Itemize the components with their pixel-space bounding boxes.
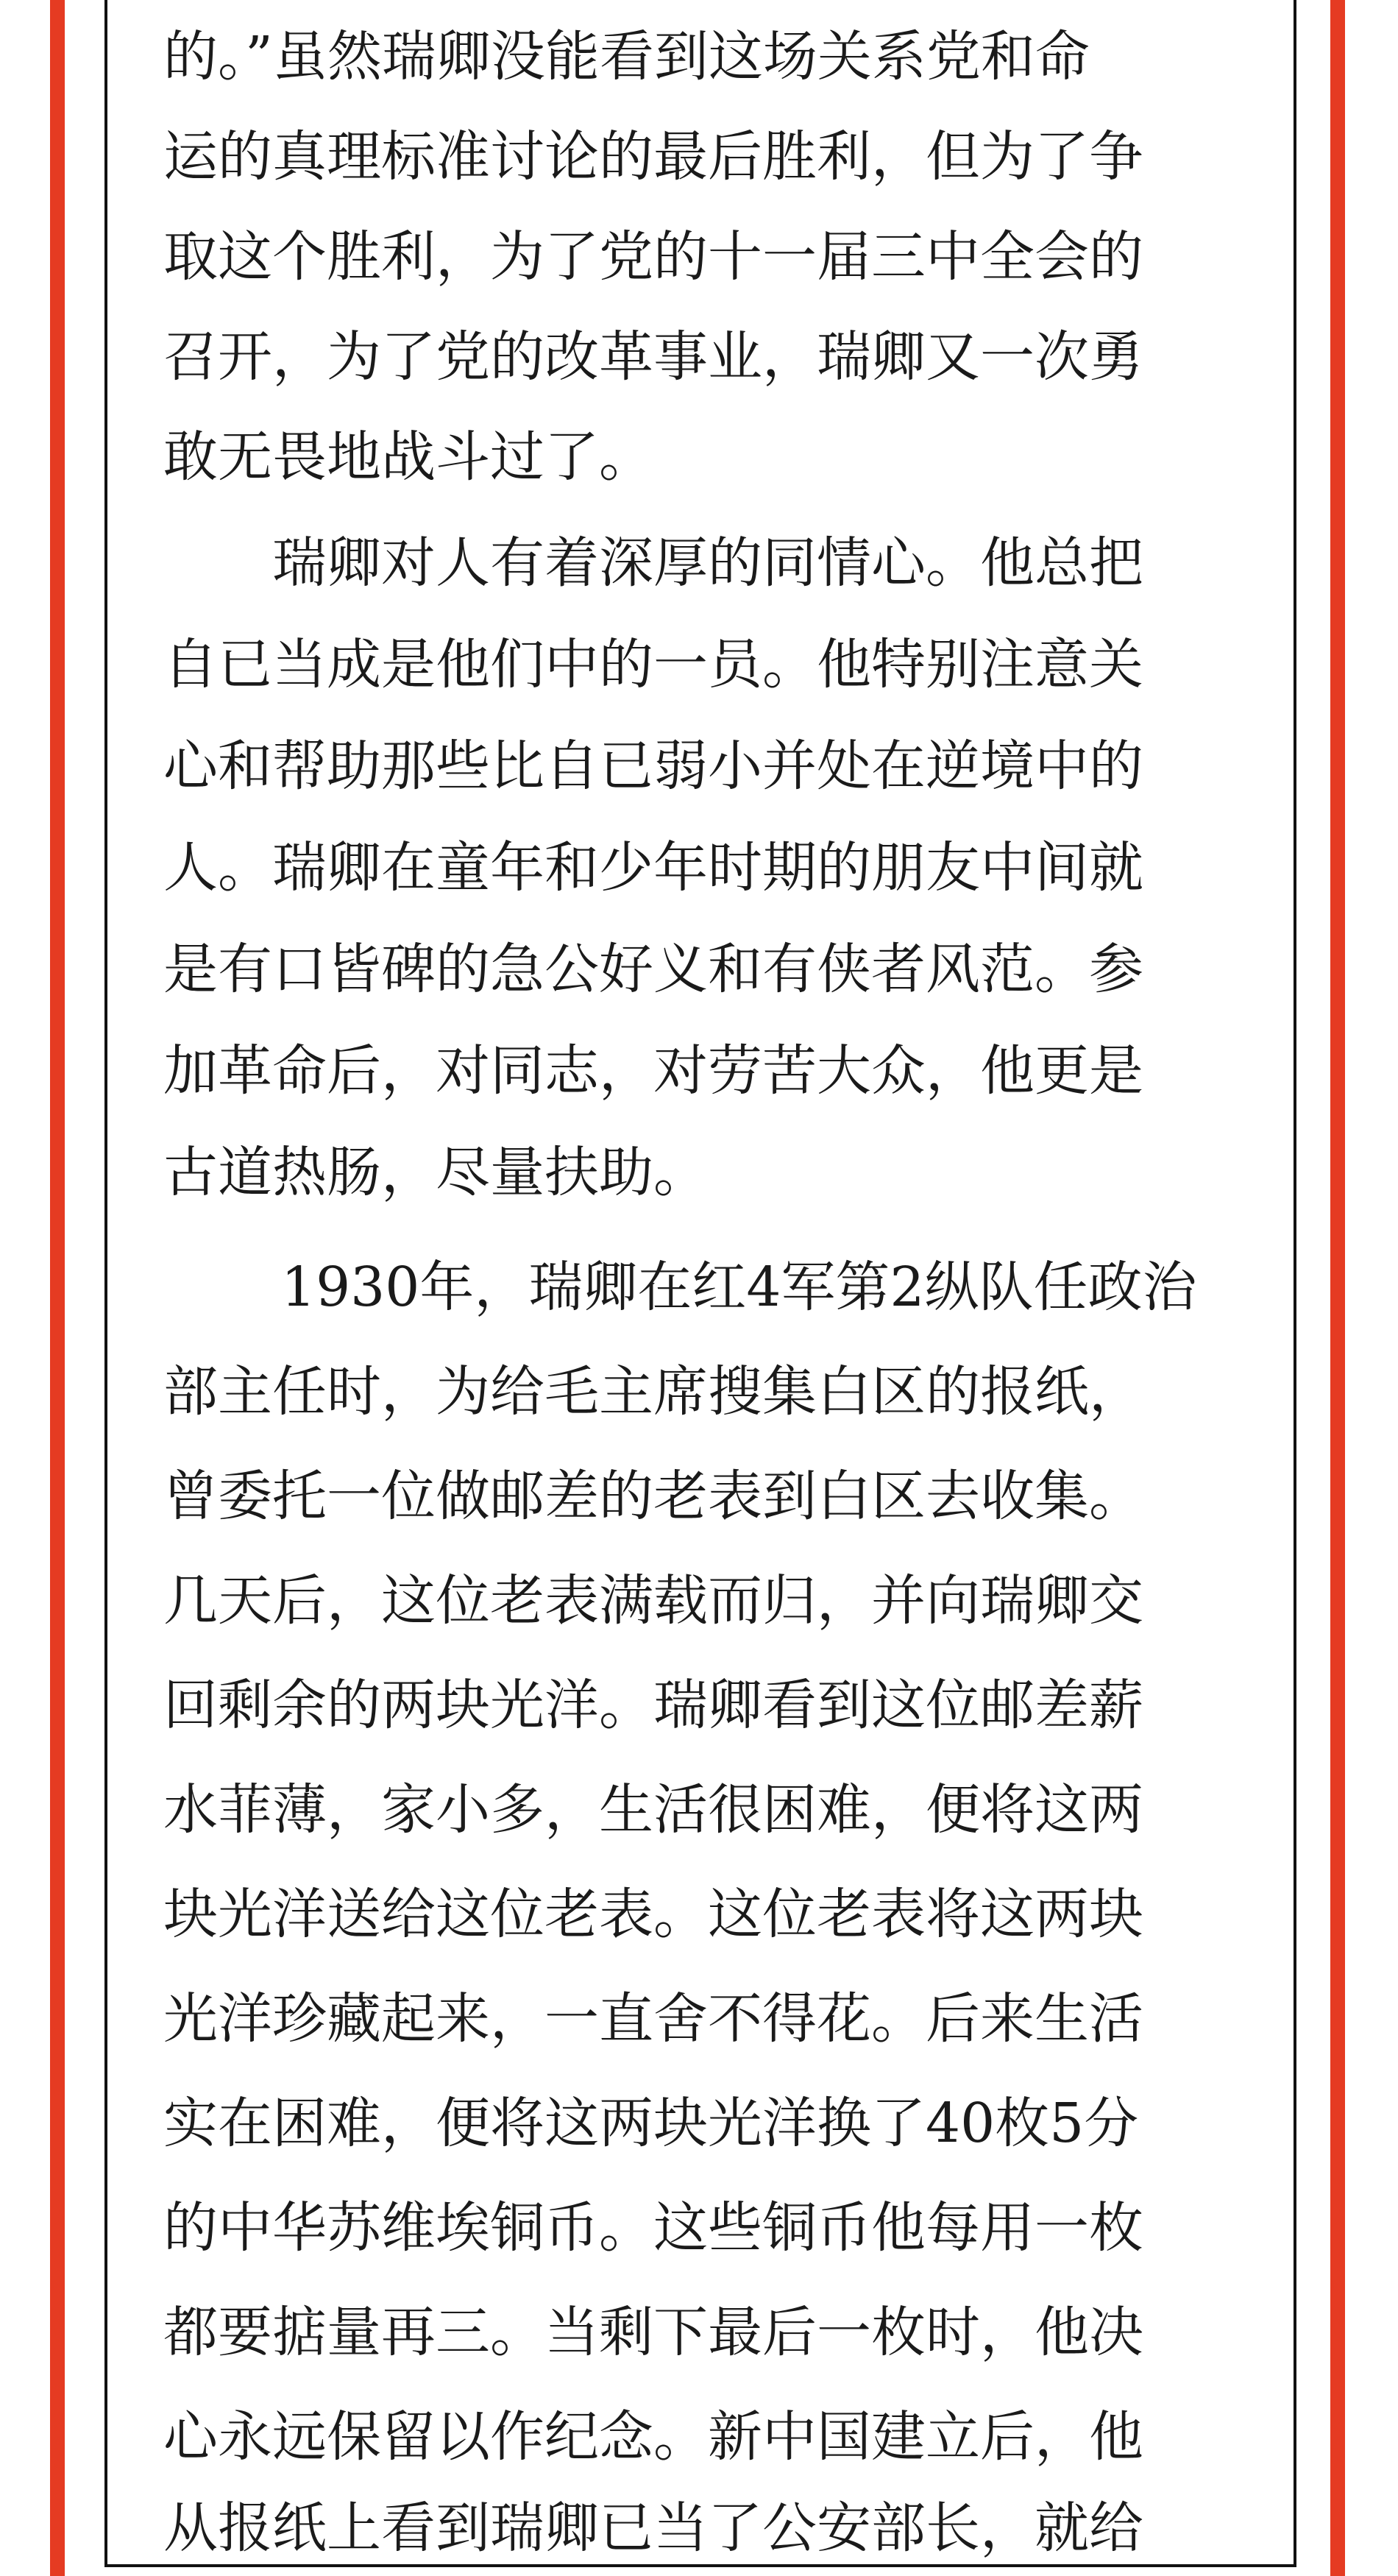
left-red-border [50,0,65,2576]
text-line: 自已当成是他们中的一员。他特别注意关 [163,633,1143,696]
text-line: 心永远保留以作纪念。新中国建立后，他 [163,2405,1143,2469]
text-line: 的。”虽然瑞卿没能看到这场关系党和命 [163,25,1090,88]
text-line: 曾委托一位做邮差的老表到白区去收集。 [163,1465,1143,1528]
text-line: 从报纸上看到瑞卿已当了公安部长，就给 [163,2497,1143,2560]
text-line: 都要掂量再三。当剩下最后一枚时，他决 [163,2301,1143,2364]
text-line: 召开，为了党的改革事业，瑞卿又一次勇 [163,325,1143,389]
text-line: 1930年，瑞卿在红4军第2纵队任政治 [281,1256,1197,1319]
text-line: 水菲薄，家小多，生活很困难，便将这两 [163,1778,1143,1841]
text-line: 敢无畏地战斗过了。 [163,425,653,489]
text-line: 部主任时，为给毛主席搜集白区的报纸， [163,1360,1143,1423]
right-red-border [1330,0,1345,2576]
text-line: 心和帮助那些比自已弱小并处在逆境中的 [163,735,1143,798]
text-line: 取这个胜利，为了党的十一届三中全会的 [163,225,1143,289]
text-line: 运的真理标准讨论的最后胜利，但为了争 [163,125,1143,188]
text-line: 块光洋送给这位老表。这位老表将这两块 [163,1883,1143,1946]
text-line: 光洋珍藏起来，一直舍不得花。后来生活 [163,1987,1143,2050]
text-line: 的中华苏维埃铜币。这些铜币他每用一枚 [163,2196,1143,2260]
text-line: 实在困难，便将这两块光洋换了40枚5分 [163,2092,1139,2155]
text-line: 人。瑞卿在童年和少年时期的朋友中间就 [163,836,1143,899]
text-line: 回剩余的两块光洋。瑞卿看到这位邮差薪 [163,1674,1143,1737]
text-line: 几天后，这位老表满载而归，并向瑞卿交 [163,1569,1143,1632]
text-line: 古道热肠，尽量扶助。 [163,1141,708,1204]
text-line: 加革命后，对同志，对劳苦大众，他更是 [163,1039,1143,1103]
text-line: 瑞卿对人有着深厚的同情心。他总把 [272,531,1143,595]
text-line: 是有口皆碑的急公好义和有侠者风范。参 [163,938,1143,1001]
